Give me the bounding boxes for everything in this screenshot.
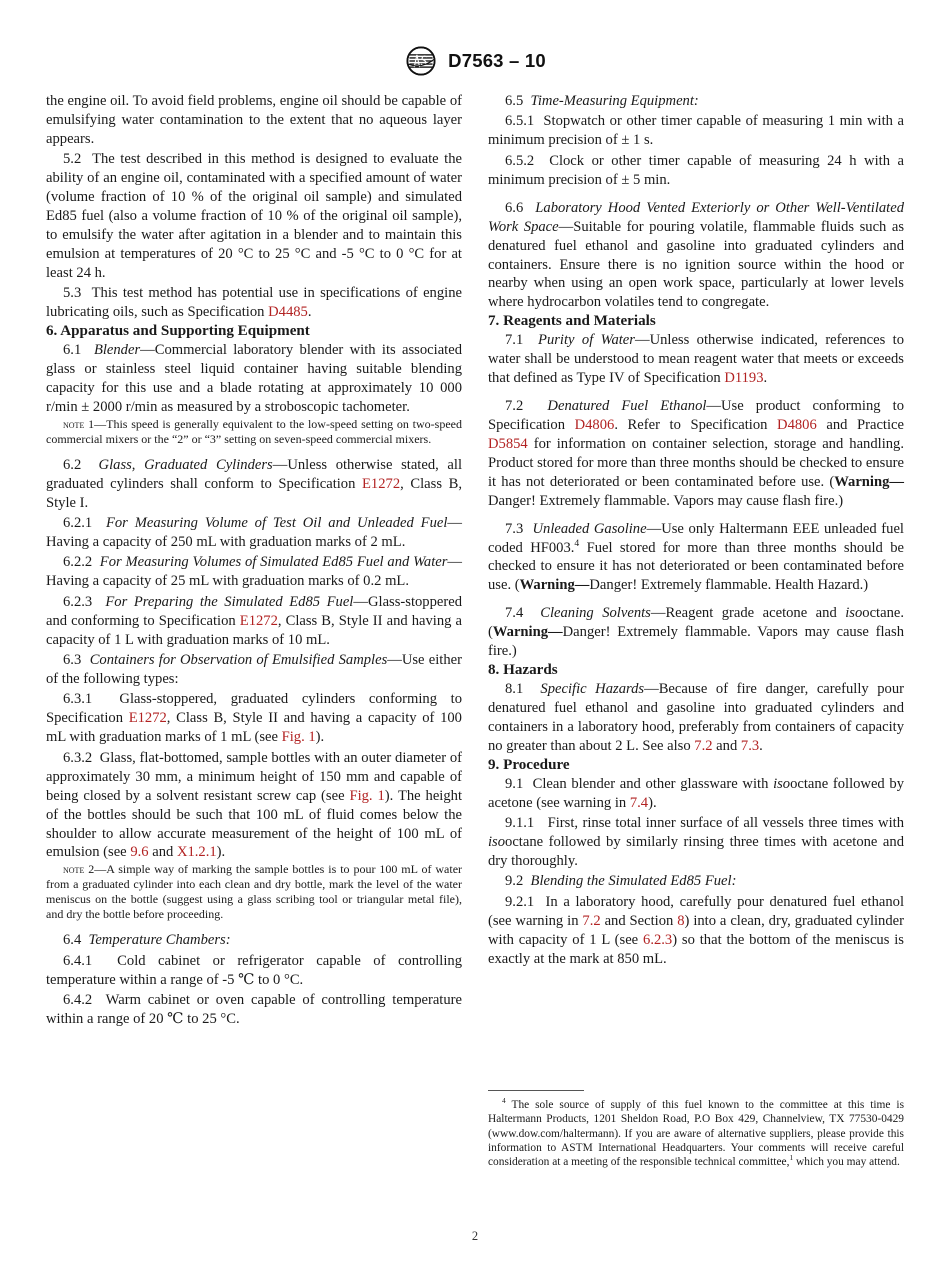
left-column	[46, 92, 462, 1029]
note-number: 2—	[84, 862, 107, 877]
paragraph-text: —Suitable for pouring volatile, flammable fluids such as denatured fuel ethanol and gasoline into graduated cylinders and containers. Ensure there is no ignition source within the hood or nearby when using an open work space, particularly at lower levels where hydrocarbon volatiles tend to congregate.	[488, 218, 905, 311]
reference-link-7-2[interactable]: 7.2	[582, 912, 601, 929]
reference-link-e1272[interactable]: E1272	[239, 612, 278, 629]
warning-label: Warning—	[834, 473, 904, 490]
paragraph-6-2-1	[46, 514, 462, 552]
paragraph-text: Cold cabinet or refrigerator capable of controlling temperature within a range of -5 ℃ to 0 °C.	[46, 952, 462, 988]
clause-term: Unleaded Gasoline	[532, 520, 647, 537]
clause-number: 6.3.1	[63, 691, 93, 708]
clause-number: 6.5	[505, 93, 524, 109]
paragraph-text: Clock or other timer capable of measuring 24 h with a minimum precision of ± 5 min.	[488, 152, 904, 188]
clause-number: 7.3	[505, 520, 524, 537]
paragraph-text: —Because of fire danger, carefully pour denatured fuel ethanol and gasoline into graduated cylinders and containers in a laboratory hood, preferably from containers of capacity no greater than about 2 L. See also	[488, 681, 904, 754]
paragraph-text: In a laboratory hood, carefully pour denatured fuel ethanol (see warning in	[488, 893, 905, 929]
paragraph-6-4-1	[46, 952, 462, 990]
paragraph-text: ).	[315, 729, 325, 746]
paragraph-text: —Use product conforming to Specification	[488, 397, 904, 433]
paragraph-text: ) into a clean, dry, graduated cylinder with capacity of 1 L (see	[488, 912, 904, 948]
paragraph-text: Fuel stored for more than three months should be checked to ensure it has not deteriorated or been contaminated before use. (	[488, 539, 904, 594]
paragraph-6-3-1	[46, 690, 462, 747]
paragraph-text: and Section	[600, 912, 678, 929]
paragraph-text: and Practice	[816, 416, 904, 433]
paragraph-text: , Class B, Style II and having a capacity of 1 L with graduation marks of 10 mL.	[46, 612, 462, 648]
footnote-text: The sole source of supply of this fuel known to the committee at this time is Haltermann Products, 1201 Sheldon Road, P.O Box 429, Channelview, TX 77530-0429 (www.dow.com/haltermann). If you are aware of alternative suppliers, please provide this information to ASTM International Headquarters. Your comments will receive careful consideration at a meeting of the responsible technical committee,	[488, 1099, 904, 1169]
paragraph-text: Danger! Extremely flammable. Vapors may cause flash fire.)	[488, 492, 844, 509]
paragraph-text: —Use only Haltermann EEE unleaded fuel coded HF003.	[488, 520, 904, 556]
reference-link-fig-1[interactable]: Fig. 1	[281, 729, 316, 746]
note-text: This speed is generally equivalent to the low-speed setting on two-speed commercial mixers or the “2” or “3” setting on seven-speed commercial mixers.	[46, 416, 462, 446]
clause-number: 6.2.2	[63, 554, 93, 571]
clause-number: 6.2	[63, 456, 82, 473]
reference-link-9-6[interactable]: 9.6	[130, 844, 149, 861]
note-label: note	[63, 416, 85, 431]
iso-prefix: iso	[488, 833, 506, 850]
clause-number: 6.4.2	[63, 991, 93, 1008]
clause-number: 5.2	[63, 151, 82, 168]
paragraph-text: —Unless otherwise indicated, references to water shall be understood to mean reagent water that meets or exceeds that defined as Type IV of Specification	[488, 332, 905, 387]
page-masthead	[0, 44, 950, 78]
iso-prefix: iso	[773, 775, 791, 792]
clause-term: Time-Measuring Equipment:	[530, 93, 699, 109]
clause-number: 9.2	[505, 873, 524, 890]
paragraph-text: ). The height of the bottles should be such that 100 mL of fluid comes below the shoulder to allow accurate measurement of the height of 100 mL of emulsion (see	[46, 787, 463, 861]
paragraph-text: —Reagent grade acetone and	[650, 605, 846, 622]
paragraph-text: octane followed by acetone (see warning in	[488, 775, 905, 811]
clause-number: 9.1	[505, 775, 524, 792]
reference-link-d4485[interactable]: D4485	[268, 304, 308, 321]
paragraph-text: , Class B, Style I.	[46, 475, 462, 511]
footnote-marker[interactable]: 4	[574, 537, 580, 549]
clause-term: Laboratory Hood Vented Exteriorly or Other Well-Ventilated Work Space	[488, 199, 904, 235]
clause-number: 9.1.1	[505, 815, 535, 832]
reference-link-section-8[interactable]: 8	[677, 912, 685, 929]
clause-term: Specific Hazards	[540, 681, 645, 698]
reference-link-d4806[interactable]: D4806	[574, 416, 615, 433]
reference-link-7-3[interactable]: 7.3	[740, 737, 760, 754]
paragraph-text: and	[712, 737, 741, 754]
clause-term: Cleaning Solvents	[540, 605, 651, 622]
reference-link-7-2[interactable]: 7.2	[694, 737, 713, 754]
clause-term: Blender	[93, 342, 141, 359]
clause-term: Denatured Fuel Ethanol	[547, 397, 707, 414]
paragraph-text: for information on container selection, storage and handling. Product stored for more than three months should be checked to ensure it has not deteriorated or been contaminated before use. (	[488, 435, 904, 490]
reference-link-x1-2-1[interactable]: X1.2.1	[176, 844, 217, 861]
clause-number: 6.1	[63, 342, 82, 359]
paragraph-7-4	[488, 604, 904, 661]
reference-link-e1272[interactable]: E1272	[128, 710, 167, 727]
clause-term: Glass, Graduated Cylinders	[98, 456, 273, 473]
clause-number: 6.6	[505, 199, 524, 216]
clause-number: 6.5.2	[505, 152, 535, 169]
page-number: 2	[471, 1229, 479, 1243]
paragraph-text: .	[759, 737, 763, 754]
paragraph-text: and	[148, 844, 177, 861]
paragraph-text: —Having a capacity of 25 mL with graduation marks of 0.2 mL.	[46, 554, 462, 590]
paragraph-text: Danger! Extremely flammable. Vapors may cause flash fire.)	[488, 624, 904, 660]
paragraph-9-2	[488, 872, 904, 891]
clause-term: For Preparing the Simulated Ed85 Fuel	[105, 593, 354, 610]
paragraph-7-1	[488, 331, 904, 388]
paragraph-text: Warm cabinet or oven capable of controlling temperature within a range of 20 ℃ to 25 °C.	[46, 991, 462, 1027]
paragraph-text: , Class B, Style II and having a capacity of 100 mL with graduation marks of 1 mL (see	[46, 710, 462, 746]
paragraph-text: . Refer to Specification	[614, 416, 778, 433]
clause-number: 7.1	[505, 332, 524, 349]
note-label: note	[63, 862, 85, 877]
clause-term: Purity of Water	[538, 332, 635, 349]
paragraph-6-6	[488, 199, 904, 313]
paragraph-5-1-continued	[46, 92, 462, 149]
clause-term: Blending the Simulated Ed85 Fuel:	[530, 873, 737, 890]
paragraph-text: the engine oil. To avoid field problems, engine oil should be capable of emulsifying water contamination to the extent that no aqueous layer appears.	[46, 93, 462, 147]
paragraph-6-3-2	[46, 749, 462, 863]
paragraph-6-5	[488, 92, 904, 111]
paragraph-text: —Glass-stoppered and conforming to Specification	[46, 593, 462, 629]
clause-term: For Measuring Volume of Test Oil and Unleaded Fuel	[105, 515, 448, 532]
clause-number: 6.5.1	[505, 113, 535, 130]
paragraph-6-2-3	[46, 593, 462, 650]
clause-number: 7.4	[505, 605, 524, 622]
footnote-number-inline: 1	[789, 1153, 794, 1163]
standard-designation: D7563 – 10	[448, 50, 546, 71]
note-number: 1—	[84, 416, 107, 431]
paragraph-text: octane followed by similarly rinsing three times with acetone and dry thoroughly.	[488, 833, 904, 869]
clause-number: 7.2	[505, 397, 524, 414]
clause-number: 6.4.1	[63, 952, 93, 969]
clause-number: 8.1	[505, 681, 524, 698]
footnote-block	[488, 1090, 904, 1170]
paragraph-text: Glass, flat-bottomed, sample bottles with an outer diameter of approximately 30 mm, a minimum height of 150 mm and capable of being closed by a solvent resistant screw cap (see	[46, 749, 462, 804]
paragraph-text: —Use either of the following types:	[46, 652, 462, 688]
reference-link-e1272[interactable]: E1272	[362, 475, 401, 492]
paragraph-7-3	[488, 520, 904, 596]
paragraph-7-2	[488, 397, 904, 511]
paragraph-text: This test method has potential use in specifications of engine lubricating oils, such as Specification	[46, 285, 462, 321]
warning-label: Warning—	[519, 577, 590, 594]
note-1	[46, 417, 462, 447]
paragraph-6-2-2	[46, 553, 462, 591]
heading-section-6: 6. Apparatus and Supporting Equipment	[46, 323, 310, 340]
note-2	[46, 862, 462, 922]
paragraph-text: —Having a capacity of 250 mL with graduation marks of 2 mL.	[46, 515, 463, 550]
paragraph-text: .	[763, 370, 768, 387]
reference-link-d4806[interactable]: D4806	[777, 416, 817, 433]
paragraph-text: ).	[216, 844, 226, 861]
paragraph-6-1	[46, 341, 462, 417]
clause-number: 6.2.1	[63, 515, 93, 532]
clause-number: 6.3	[63, 652, 82, 669]
footnote-number: 4	[502, 1096, 506, 1106]
paragraph-5-3	[46, 284, 462, 322]
reference-link-6-2-3[interactable]: 6.2.3	[643, 931, 673, 948]
paragraph-8-1	[488, 680, 904, 756]
warning-label: Warning—	[492, 624, 563, 641]
paragraph-6-4-2	[46, 991, 462, 1029]
footnote-4	[488, 1098, 904, 1170]
paragraph-text: octane. (	[488, 605, 905, 641]
clause-number: 6.2.3	[63, 593, 93, 610]
iso-prefix: iso	[845, 605, 863, 622]
astm-logo-icon	[404, 44, 438, 78]
reference-link-7-4[interactable]: 7.4	[629, 794, 649, 811]
heading-section-7: 7. Reagents and Materials	[488, 313, 656, 330]
clause-number: 9.2.1	[505, 893, 535, 910]
clause-number: 5.3	[63, 285, 82, 302]
clause-term: For Measuring Volumes of Simulated Ed85 Fuel and Water	[99, 554, 448, 571]
footnote-separator-rule	[488, 1090, 584, 1091]
paragraph-text: Danger! Extremely flammable. Health Hazard.)	[589, 577, 869, 594]
paragraph-text: First, rinse total inner surface of all vessels three times with	[547, 815, 904, 832]
clause-term: Temperature Chambers:	[88, 932, 231, 949]
paragraph-6-4	[46, 931, 462, 950]
paragraph-text: —Commercial laboratory blender with its associated glass or stainless steel liquid container having suitable blending capacity for this use and a blade rotating at approximately 10 000 r/min ± 2000 r/min as measured by a stroboscopic tachometer.	[46, 342, 462, 415]
paragraph-text: Glass-stoppered, graduated cylinders conforming to Specification	[46, 691, 462, 727]
paragraph-6-2	[46, 456, 462, 513]
paragraph-6-5-2	[488, 152, 904, 190]
paragraph-text: Stopwatch or other timer capable of measuring 1 min with a minimum precision of ± 1 s.	[488, 113, 905, 149]
right-column	[488, 92, 904, 969]
clause-number: 6.3.2	[63, 749, 93, 766]
paragraph-9-1	[488, 775, 904, 813]
paragraph-text: —Unless otherwise stated, all graduated cylinders shall conform to Specification	[46, 456, 463, 492]
paragraph-text: The test described in this method is designed to evaluate the ability of an engine oil, contaminated with a specified amount of water (volume fraction of 10 % of the original oil sample) and simulated Ed85 fuel (also a volume fraction of 10 % of the original oil sample), to emulsify the water after agitation in a blender and to maintain this emulsion at temperatures of 20 °C to 25 °C and -5 °C to 0 °C for at least 24 h.	[46, 151, 462, 281]
paragraph-9-2-1	[488, 893, 904, 969]
note-text: A simple way of marking the sample bottles is to pour 100 mL of water from a graduated cylinder into each clean and dry bottle, mark the level of the water meniscus on the bottle (suggest using a glass scribing tool or triangular metal file), and dry the bottle before proceeding.	[46, 862, 463, 922]
paragraph-6-3	[46, 651, 462, 689]
paragraph-text: ) so that the bottom of the meniscus is exactly at the mark at 850 mL.	[488, 931, 904, 967]
paragraph-text: .	[307, 304, 312, 321]
paragraph-5-2	[46, 150, 462, 283]
two-column-body	[46, 92, 904, 1102]
reference-link-d1193[interactable]: D1193	[724, 370, 764, 387]
clause-number: 6.4	[63, 932, 82, 949]
reference-link-fig-1[interactable]: Fig. 1	[349, 787, 385, 804]
paragraph-6-5-1	[488, 112, 904, 150]
paragraph-9-1-1	[488, 814, 904, 871]
paragraph-text: Clean blender and other glassware with	[532, 775, 774, 792]
reference-link-d5854[interactable]: D5854	[488, 435, 528, 452]
heading-section-9: 9. Procedure	[488, 756, 570, 773]
paragraph-text: ).	[648, 794, 657, 811]
heading-section-8: 8. Hazards	[488, 662, 558, 679]
clause-term: Containers for Observation of Emulsified Samples	[89, 652, 388, 669]
footnote-text: which you may attend.	[793, 1156, 900, 1169]
